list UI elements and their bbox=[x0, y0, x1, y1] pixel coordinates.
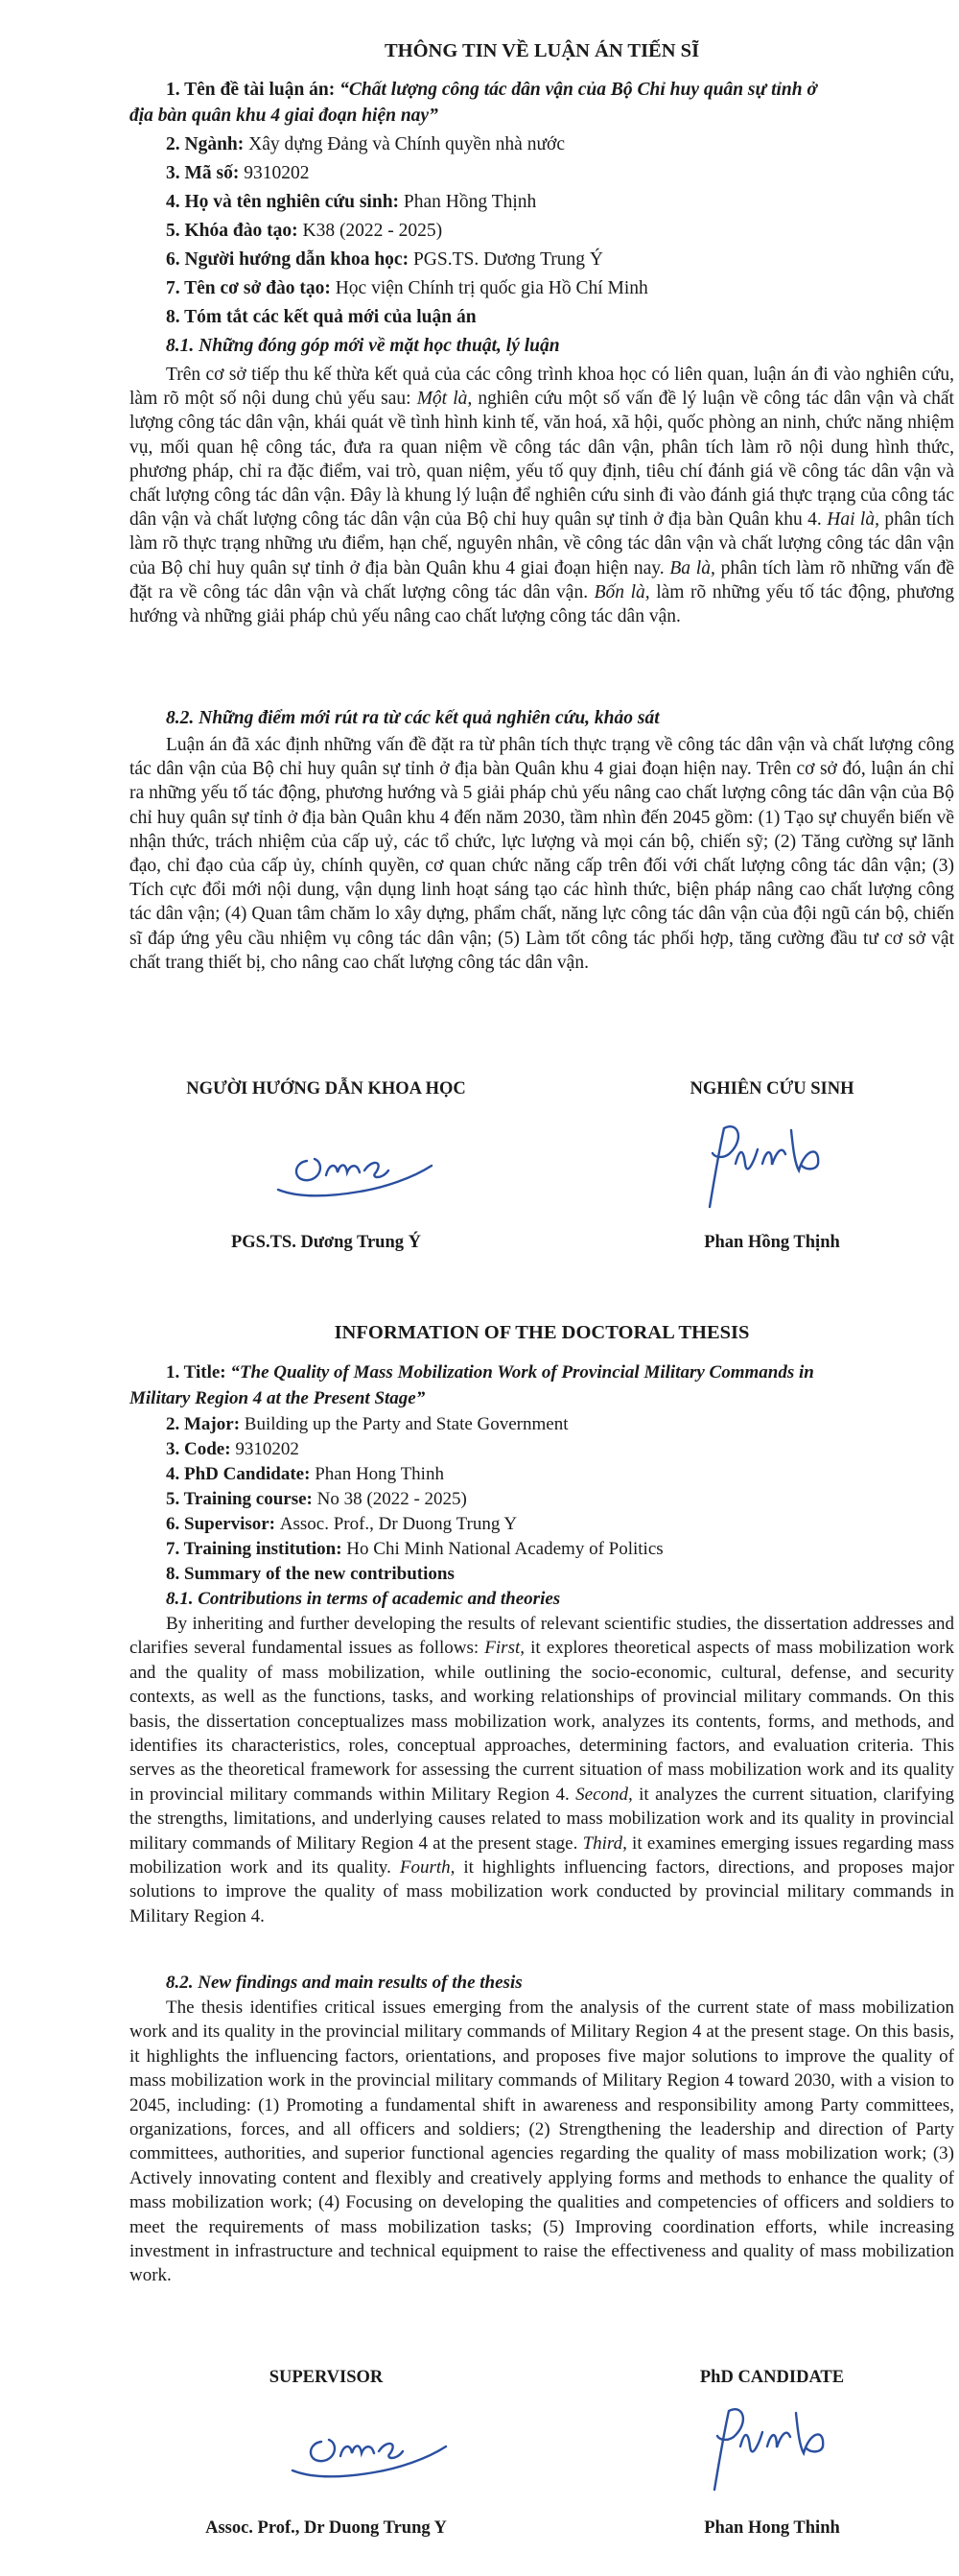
en-candidate-signature bbox=[690, 2394, 863, 2499]
en-item-value: Assoc. Prof., Dr Duong Trung Y bbox=[279, 1514, 518, 1534]
vn-item-label: 4. Họ và tên nghiên cứu sinh: bbox=[166, 192, 404, 212]
vn-item-value: địa bàn quân khu 4 giai đoạn hiện nay” bbox=[129, 106, 438, 126]
text-run: it analyzes the current situation, clarifying the strengths, limitations, and underlying causes related to mass mobilization work and its quality in provincial military commands of Military Region 4 at the present stage. bbox=[129, 1784, 954, 1854]
vn-title: THÔNG TIN VỀ LUẬN ÁN TIẾN SĨ bbox=[384, 40, 700, 61]
en-title: INFORMATION OF THE DOCTORAL THESIS bbox=[334, 1322, 750, 1343]
text-run-italic: Second, bbox=[575, 1784, 633, 1805]
text-run-italic: Hai là, bbox=[827, 509, 879, 531]
text-run: it highlights influencing factors, directions, and proposes major solutions to improve the quality of mass mobilization work conducted by provincial military commands in Military Region 4. bbox=[129, 1857, 955, 1926]
en-supervisor-name: Assoc. Prof., Dr Duong Trung Y bbox=[205, 2518, 447, 2538]
en-item-label: 8. Summary of the new contributions bbox=[166, 1564, 455, 1584]
en-item-label: 1. Title: bbox=[166, 1362, 231, 1383]
text-run: Trên cơ sở tiếp thu kế thừa kết quả của các công trình khoa học có liên quan, luận án đi vào nghiên cứu, làm rõ một số nội dung chủ yếu sau: bbox=[129, 365, 954, 410]
en-item-value: 9310202 bbox=[235, 1439, 299, 1459]
en-item-value: “The Quality of Mass Mobilization Work of Provincial Military Commands in bbox=[230, 1362, 814, 1383]
en-item-7 bbox=[129, 1536, 954, 1562]
text-run-italic: Fourth, bbox=[399, 1857, 456, 1879]
vn-item-value: K38 (2022 - 2025) bbox=[302, 221, 443, 241]
vn-item-1 bbox=[129, 77, 954, 103]
vn-item-6 bbox=[129, 247, 954, 272]
vn-item-3 bbox=[129, 160, 954, 186]
en-item-3 bbox=[129, 1436, 954, 1462]
en-item-value: Building up the Party and State Government bbox=[244, 1414, 569, 1434]
en-item-4 bbox=[129, 1461, 954, 1487]
text-run: làm rõ những yếu tố tác động, phương hướng và những giải pháp chủ yếu nâng cao chất lượng công tác dân vận. bbox=[129, 581, 954, 627]
en-item-label: 7. Training institution: bbox=[166, 1539, 347, 1559]
text-run: phân tích làm rõ những vấn đề đặt ra về công tác dân vận và chất lượng công tác dân vận. bbox=[129, 557, 954, 603]
vn-item-2 bbox=[129, 131, 954, 157]
vn-item-label: 5. Khóa đào tạo: bbox=[166, 221, 303, 241]
vn-item-4 bbox=[129, 189, 954, 215]
en-item-label: 2. Major: bbox=[166, 1414, 245, 1434]
en-supervisor-heading: SUPERVISOR bbox=[269, 2368, 384, 2387]
vn-candidate-heading: NGHIÊN CỨU SINH bbox=[690, 1079, 854, 1099]
vn-item-value: Phan Hồng Thịnh bbox=[403, 192, 537, 212]
text-run-italic: Bốn là, bbox=[594, 581, 650, 603]
vn-item-label: 1. Tên đề tài luận án: bbox=[166, 80, 340, 100]
en-section2-heading bbox=[129, 1970, 954, 1996]
vn-section1-paragraph bbox=[129, 363, 954, 628]
vn-supervisor-signature bbox=[269, 1123, 441, 1209]
text-run: it explores theoretical aspects of mass mobilization work and the quality of mass mobilization, while outlining the socio-economic, cultural, defense, and security contexts, as well as the functions, tasks, and working relationships of provincial military commands. On this basis, the dissertation conceptualizes mass mobilization work, analyzes its contents, forms, and methods, and identifies its characteristics, roles, conceptual approaches, determining factors, and evaluation criteria. This serves as the theoretical framework for assessing the current situation of mass mobilization work and its quality in provincial military commands within Military Region 4. bbox=[129, 1638, 954, 1805]
en-candidate-name: Phan Hong Thinh bbox=[704, 2518, 840, 2538]
en-supervisor-signature bbox=[283, 2403, 456, 2490]
vn-candidate-signature bbox=[686, 1111, 858, 1217]
vn-item-label: 8. Tóm tắt các kết quả mới của luận án bbox=[166, 307, 477, 327]
text-run: it examines emerging issues regarding mass mobilization work and its quality. bbox=[129, 1832, 954, 1879]
vn-section2-heading bbox=[129, 705, 954, 731]
en-item-5 bbox=[129, 1486, 954, 1512]
vn-item-7 bbox=[129, 275, 954, 301]
text-run-italic: Một là, bbox=[416, 389, 473, 410]
vn-item-5 bbox=[129, 218, 954, 244]
vn-supervisor-heading: NGƯỜI HƯỚNG DẪN KHOA HỌC bbox=[186, 1079, 466, 1099]
en-item-value: Military Region 4 at the Present Stage” bbox=[129, 1388, 426, 1408]
vn-section1-heading bbox=[129, 333, 954, 359]
en-section1-paragraph bbox=[129, 1612, 954, 1928]
section-heading: 8.2. Những điểm mới rút ra từ các kết quả nghiên cứu, khảo sát bbox=[166, 708, 660, 728]
vn-item-value: PGS.TS. Dương Trung Ý bbox=[412, 249, 604, 270]
en-item-2 bbox=[129, 1411, 954, 1437]
en-item-label: 6. Supervisor: bbox=[166, 1514, 280, 1534]
section-heading: 8.1. Contributions in terms of academic and theories bbox=[166, 1589, 561, 1609]
text-run: By inheriting and further developing the results of relevant scientific studies, the dissertation addresses and clarifies several fundamental issues as follows: bbox=[129, 1614, 954, 1659]
vn-item-value: “Chất lượng công tác dân vận của Bộ Chỉ huy quân sự tỉnh ở bbox=[339, 80, 817, 100]
en-section1-heading bbox=[129, 1586, 954, 1612]
section-heading: 8.2. New findings and main results of the thesis bbox=[166, 1973, 523, 1993]
vn-item-8 bbox=[129, 304, 954, 330]
en-item-value: Phan Hong Thinh bbox=[315, 1464, 444, 1484]
en-item-label: 5. Training course: bbox=[166, 1489, 317, 1509]
text-run: nghiên cứu một số vấn đề lý luận về công tác dân vận và chất lượng công tác dân vận, khái quát về tình hình kinh tế, văn hoá, xã hội, quốc phòng an ninh, chức năng nhiệm vụ, mối quan hệ công tác, đưa ra quan niệm về công tác dân vận, phân tích làm rõ nội dung hình thức, phương pháp, chỉ ra đặc điểm, vai trò, quan niệm, yếu tố quy định, tiêu chí đánh giá về công tác dân vận và chất lượng công tác dân vận. Đây là khung lý luận để nghiên cứu sinh đi vào đánh giá thực trạng của công tác dân vận và chất lượng công tác dân vận của Bộ chỉ huy quân sự tỉnh ở địa bàn Quân khu 4. bbox=[129, 389, 954, 531]
text-run-italic: Ba là, bbox=[669, 557, 715, 579]
vn-item-value: 9310202 bbox=[244, 163, 310, 183]
vn-item-label: 7. Tên cơ sở đào tạo: bbox=[166, 278, 336, 298]
en-candidate-heading: PhD CANDIDATE bbox=[699, 2368, 845, 2387]
vn-candidate-name: Phan Hồng Thịnh bbox=[704, 1233, 840, 1252]
en-item-label: 4. PhD Candidate: bbox=[166, 1464, 316, 1484]
vn-section2-paragraph: Luận án đã xác định những vấn đề đặt ra từ phân tích thực trạng về công tác dân vận và chất lượng công tác dân vận của Bộ chỉ huy quân sự tỉnh ở địa bàn Quân khu 4 giai đoạn hiện nay. Trên cơ sở đó, luận án chỉ ra những yếu tố tác động, phương hướng và 5 giải pháp chủ yếu nâng cao chất lượng công tác dân vận của Bộ chỉ huy quân sự tỉnh ở địa bàn Quân khu 4 đến năm 2030, tầm nhìn đến 2045 gồm: (1) Tạo sự chuyển biến về nhận thức, trách nhiệm của cấp uỷ, các tổ chức, lực lượng và mọi cán bộ, chiến sỹ; (2) Tăng cường sự lãnh đạo, chỉ đạo của cấp ủy, chính quyền, cơ quan chức năng cấp trên đối với chất lượng công tác dân vận; (3) Tích cực đổi mới nội dung, vận dụng linh hoạt sáng tạo các hình thức, biện pháp nâng cao chất lượng công tác dân vận; (4) Quan tâm chăm lo xây dựng, phẩm chất, năng lực công tác dân vận của đội ngũ cán bộ, chiến sĩ đáp ứng yêu cầu nhiệm vụ công tác dân vận; (5) Làm tốt công tác phối hợp, tăng cường đầu tư cơ sở vật chất trang thiết bị, cho nâng cao chất lượng công tác dân vận. bbox=[129, 735, 954, 973]
vn-item-1-cont bbox=[129, 103, 954, 129]
en-item-value: No 38 (2022 - 2025) bbox=[316, 1489, 467, 1509]
text-run: phân tích làm rõ thực trạng những ưu điểm, hạn chế, nguyên nhân, về công tác dân vận và chất lượng công tác dân vận của Bộ chỉ huy quân sự tỉnh ở địa bàn Quân khu 4 giai đoạn hiện nay. bbox=[129, 509, 954, 579]
vn-item-label: 6. Người hướng dẫn khoa học: bbox=[166, 249, 413, 270]
vn-supervisor-name: PGS.TS. Dương Trung Ý bbox=[230, 1233, 421, 1252]
en-item-value: Ho Chi Minh National Academy of Politics bbox=[346, 1539, 664, 1559]
en-item-1-cont bbox=[129, 1385, 954, 1411]
text-run-italic: First, bbox=[484, 1638, 525, 1659]
vn-item-label: 2. Ngành: bbox=[166, 134, 249, 154]
en-item-1 bbox=[129, 1359, 954, 1385]
vn-item-value: Xây dựng Đảng và Chính quyền nhà nước bbox=[248, 134, 565, 154]
section-heading: 8.1. Những đóng góp mới về mặt học thuật, lý luận bbox=[166, 336, 560, 356]
en-section2-paragraph: The thesis identifies critical issues emerging from the analysis of the current state of mass mobilization work and its quality in the provincial military commands of Military Region 4 at the present stage. On this basis, it highlights the influencing factors, orientations, and proposes five major solutions to improve the quality of mass mobilization work in the provincial military commands of Military Region 4 toward 2030, with a vision to 2045, including: (1) Promoting a fundamental shift in awareness and responsibility among Party committees, organizations, forces, and all officers and soldiers; (2) Strengthening the leadership and direction of Party committees, authorities, and superior functional agencies regarding the quality of mass mobilization work; (3) Actively innovating content and flexibly and creatively applying forms and methods to enhance the quality of mass mobilization work; (4) Focusing on developing the qualities and competencies of officers and soldiers to meet the requirements of mass mobilization tasks; (5) Improving coordination efforts, while increasing investment in infrastructure and technical equipment to raise the effectiveness and quality of mass mobilization work. bbox=[129, 1997, 954, 2286]
en-item-8 bbox=[129, 1561, 954, 1587]
vn-item-value: Học viện Chính trị quốc gia Hồ Chí Minh bbox=[335, 278, 648, 298]
text-run-italic: Third, bbox=[582, 1832, 627, 1854]
en-item-label: 3. Code: bbox=[166, 1439, 236, 1459]
en-item-6 bbox=[129, 1511, 954, 1537]
vn-item-label: 3. Mã số: bbox=[166, 163, 245, 183]
